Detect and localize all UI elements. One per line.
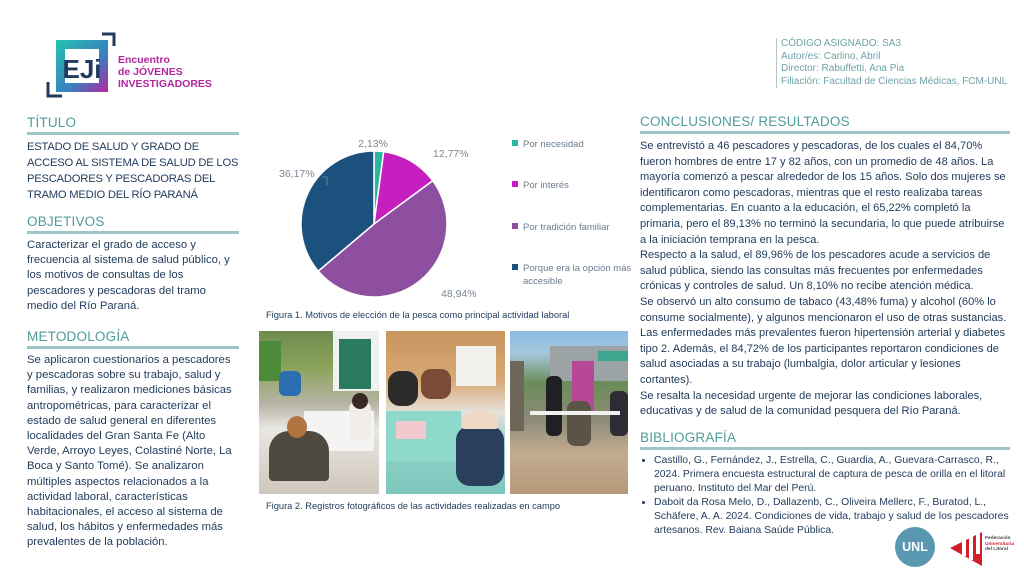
ful-logo-mark — [948, 524, 984, 568]
legend-label: Por necesidad — [523, 139, 584, 150]
field-photo-1 — [259, 331, 379, 494]
titulo-section — [27, 115, 239, 203]
legend-swatch — [512, 140, 518, 146]
field-photo-2 — [386, 331, 505, 494]
legend-item — [512, 221, 610, 234]
objetivos-section — [27, 214, 239, 314]
director: Director: Rabuffetti, Ana Pia — [781, 63, 905, 74]
eji-logo-mark — [46, 32, 121, 100]
legend-item — [512, 262, 653, 288]
objetivos-divider — [27, 231, 239, 234]
ful-line-3: del Litoral — [985, 547, 1008, 552]
conclusiones-text — [640, 139, 1010, 420]
legend-label: Por tradición familiar — [523, 222, 610, 233]
field-photo-3 — [510, 331, 628, 494]
ful-line-2: Universitaria — [985, 541, 1015, 547]
legend-swatch — [512, 181, 518, 187]
bibliografia-section — [640, 430, 1010, 538]
legend-item — [512, 179, 569, 192]
figure-1-caption: Figura 1. Motivos de elección de la pesca como principal actividad laboral — [266, 310, 570, 320]
ful-logo — [948, 524, 1024, 568]
unl-logo: UNL — [895, 527, 935, 567]
conclusiones-divider — [640, 131, 1010, 134]
legend-label: Porque era la opción más accesible — [523, 263, 632, 287]
objetivos-text: Caracterizar el grado de acceso y frecuencia al sistema de salud público, y los motivos de consultas de los pescadores y pescadoras del tramo medio del Río Paraná. — [27, 239, 230, 312]
metodologia-text: Se aplicaron cuestionarios a pescadores y pescadoras sobre su trabajo, salud y familias, y realizaron mediciones básicas antropométricas, para caracterizar el estado de salud general en diferentes localidades del Gran Santa Fe (Alto Verde, Arroyo Leyes, Colastiné Norte, La Boca y Santo Tomé). Se analizaron múltiples aspectos relacionados a la actividad laboral, características habitacionales, el acceso al sistema de salud, los hábitos y enfermedades más prevalentes de la población. — [27, 354, 232, 549]
logo-line-2: de JÓVENES — [118, 66, 183, 78]
logo-mark-text: EJi — [62, 54, 102, 84]
authors: Autor/es: Carlino, Abril — [781, 50, 881, 62]
ful-line-1: Federación — [985, 536, 1011, 541]
author-info — [776, 38, 1007, 88]
metodologia-divider — [27, 346, 239, 349]
bibliography-item: • Daboit da Rosa Melo, D., Dallazenb, C., Oliveira Mellerc, F., Buratod, L., Schäfere, A. A. 2024. Condiciones de vida, trabajo y salud de los pescadores artesanos. Rev. Baiana Saúde Pública. — [654, 496, 1010, 538]
metodologia-section — [27, 329, 239, 551]
figure-2-caption: Figura 2. Registros fotográficos de las actividades realizadas en campo — [266, 501, 561, 511]
metodologia-heading: METODOLOGÍA — [27, 329, 130, 344]
conclusiones-paragraph-3: Se observó un alto consumo de tabaco (43,48% fuma) y alcohol (60% lo consume socialmente), y algunos mencionaron el uso de otras sustancias. Las enfermedades más prevalentes fueron hipertensión arterial y diabetes tipo 2. Además, el 84,72% de los participantes reportaron condiciones de salud asociadas a su trabajo (lumbalgia, dolor articular y lesiones cortantes). — [640, 295, 1007, 386]
conclusiones-heading: CONCLUSIONES/ RESULTADOS — [640, 114, 850, 129]
conclusiones-section — [640, 114, 1010, 420]
assigned-code: CÓDIGO ASIGNADO: SA3 — [781, 38, 902, 49]
bibliography-item: • Castillo, G., Fernández, J., Estrella, C., Guardia, A., Guevara-Carrasco, R., 2024. Primera encuesta estructural de captura de pesca de orilla en el litoral peruano. Instituto del Mar del Perú. — [654, 454, 1010, 496]
titulo-text: ESTADO DE SALUD Y GRADO DE ACCESO AL SISTEMA DE SALUD DE LOS PESCADORES Y PESCADORAS DEL TRAMO MEDIO DEL RÍO PARANÁ — [27, 141, 239, 201]
affiliation: Filiación: Facultad de Ciencias Médicas, FCM-UNL — [781, 75, 1008, 87]
legend-swatch — [512, 223, 518, 229]
ful-logo-text — [985, 536, 1014, 553]
pie-legend — [512, 138, 652, 298]
bibliografia-heading: BIBLIOGRAFÍA — [640, 430, 737, 445]
legend-swatch — [512, 264, 518, 270]
conclusiones-paragraph-2: Respecto a la salud, el 89,96% de los pescadores acude a servicios de salud pública, siendo las consultas más frecuentes por enfermedades crónicas y controles de salud. Un 8,10% no recibe atención médica. — [640, 249, 991, 293]
pie-data-label: 2,13% — [358, 138, 388, 150]
logo-line-1: Encuentro — [118, 54, 170, 66]
pie-data-label: 12,77% — [433, 148, 469, 160]
conclusiones-paragraph-4: Se resalta la necesidad urgente de mejorar las condiciones laborales, educativas y de salud de la comunidad pesquera del Río Paraná. — [640, 389, 983, 418]
objetivos-heading: OBJETIVOS — [27, 214, 105, 229]
logo-line-3: INVESTIGADORES — [118, 78, 212, 90]
legend-label: Por interés — [523, 180, 569, 191]
pie-chart — [255, 135, 495, 305]
legend-item — [512, 138, 584, 151]
titulo-heading: TÍTULO — [27, 115, 77, 130]
logo-wordmark — [118, 54, 212, 90]
titulo-divider — [27, 132, 239, 135]
bibliografia-divider — [640, 447, 1010, 450]
pie-data-label: 48,94% — [441, 288, 477, 300]
conclusiones-paragraph-1: Se entrevistó a 46 pescadores y pescadoras, de los cuales el 84,70% fueron hombres de entre 17 y 82 años, con un promedio de 48 años. La mayoría comenzó a pescar alrededor de los 15 años. Solo dos mujeres se identificaron como pescadoras, mientras que el resto realizaba tareas complementarias. En cuanto a la educación, el 65,22% completó la primaria, pero el 89,13% no terminó la secundaria, lo que puede atribuirse a la iniciación temprana en la pesca. — [640, 140, 1006, 246]
pie-data-label: 36,17% — [279, 168, 315, 180]
